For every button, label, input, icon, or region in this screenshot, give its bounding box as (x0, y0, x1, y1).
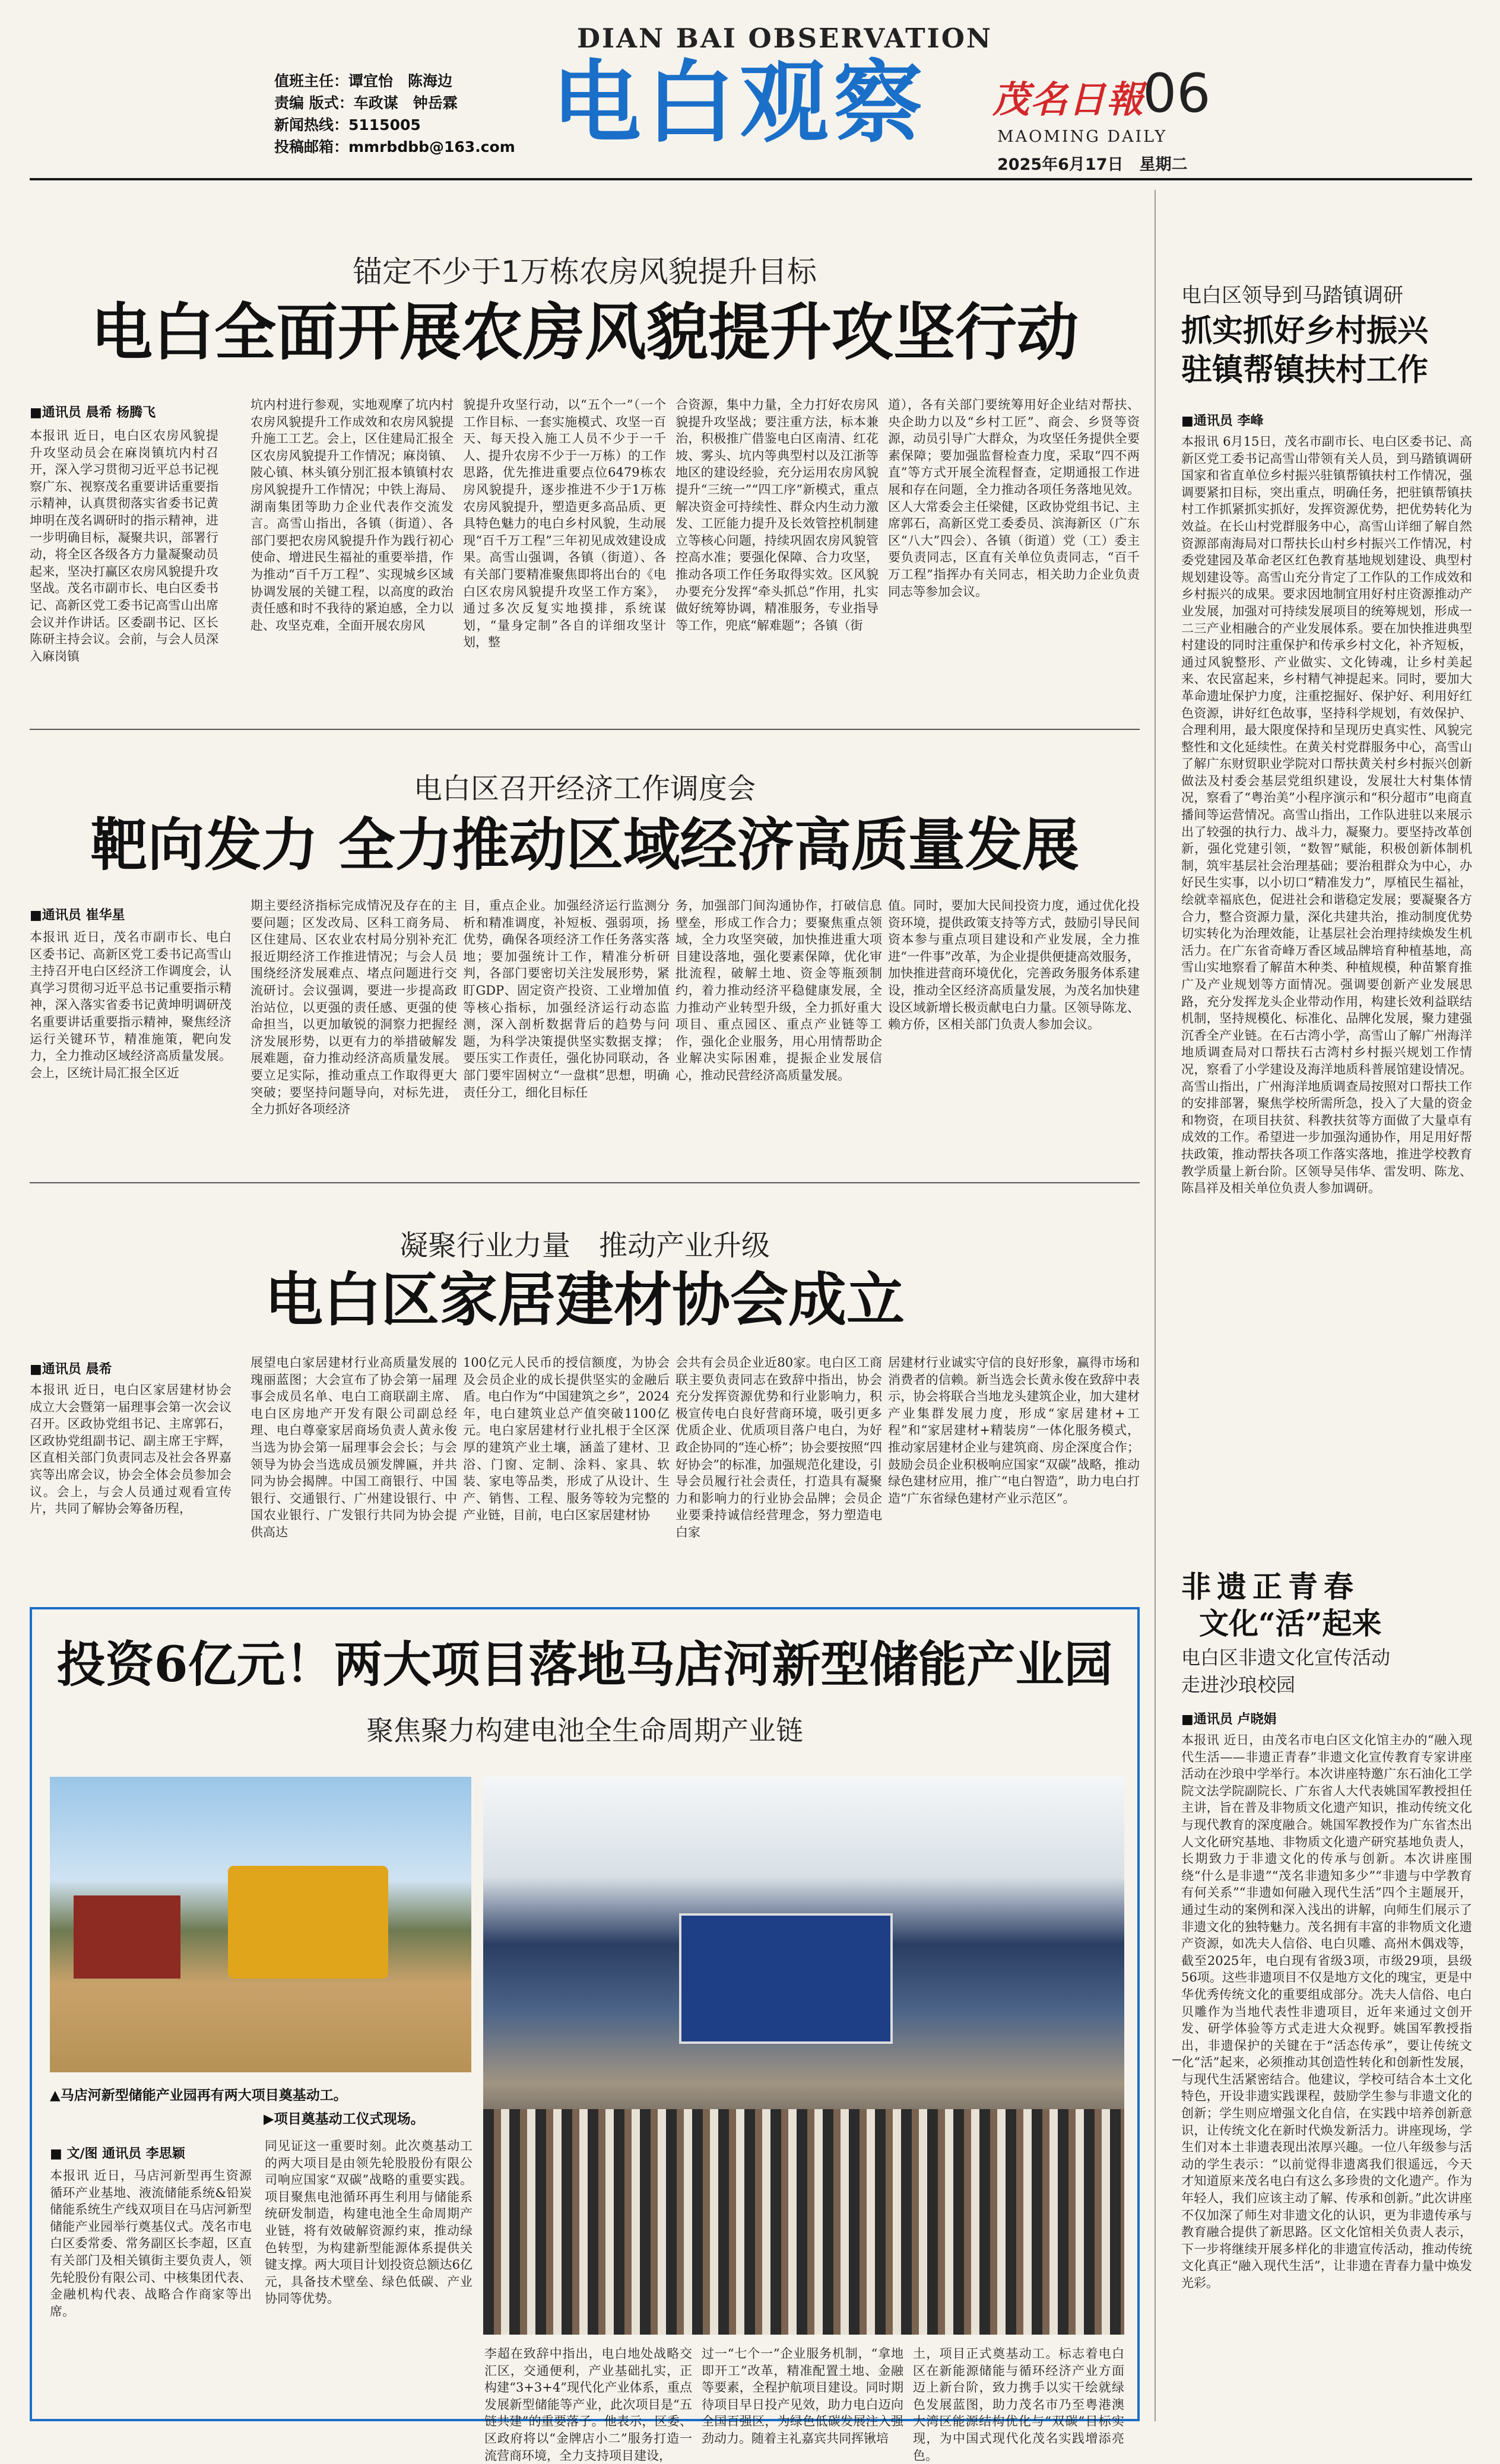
article2-col: 本报讯 近日，茂名市副市长、电白区委书记、高新区党工委书记高雪山主持召开电白区经济工作调度会，认真学习贯彻习近平总书记重要指示精神，深入落实省委书记黄坤明调研茂名重要讲话重要指示精神，聚焦经济运行关键环节，精准施策，靶向发力，全力推动区域经济高质量发展。会上，区统计局汇报全区近 (30, 930, 231, 1080)
excavator-shape (228, 1866, 388, 1979)
divider (30, 1182, 1140, 1183)
feature-byline: ■ 文/图 通讯员 李思颖 (50, 2147, 185, 2161)
article1-col: 坑内村进行参观，实地观摩了坑内村农房风貌提升工作成效和农房风貌提升施工工艺。会上，区住建局汇报全区农房风貌提升工作情况；麻岗镇、陂心镇、林头镇分别汇报本镇镇村农房风貌提升工作情况；中铁上海局、湖南集团等助力企业代表作交流发言。高雪山指出，各镇（街道）、各部门要把农房风貌提升作为践行初心使命、增进民生福祉的重要举措，作为推动“百千万工程”、实现城乡区域协调发展的关键工程，以高度的政治责任感和时不我待的紧迫感，全力以赴、攻坚克难，全面开展农房风 (250, 398, 454, 633)
article2-col: 目，重点企业。加强经济运行监测分析和精准调度，补短板、强弱项，扬优势，确保各项经济工作任务落实落地；要加强统计工作，精准分析研判，各部门要密切关注发展形势，紧盯GDP、固定资产投资、工业增加值等核心指标，加强经济运行动态监测，深入剖析数据背后的趋势与问题，为科学决策提供坚实数据支撑；要压实工作责任，强化协同联动，各部门要牢固树立“一盘棋”思想，明确责任分工，细化目标任 (463, 898, 670, 1100)
side2-headline-line: 非遗正青春 (1181, 1569, 1359, 1604)
article1-col: 本报讯 近日，电白区农房风貌提升攻坚动员会在麻岗镇坑内村召开，深入学习贯彻习近平总书记视察广东、视察茂名重要讲话重要指示精神，认真贯彻落实省委书记黄坤明在茂名调研时的指示精神，进一步明确目标，凝聚共识，部署行动，将全区各级各方力量凝聚动员起来，坚决打赢区农房风貌提升攻坚战。茂名市副市长、电白区委书记、高新区党工委书记高雪山出席会议并作讲话。区委副书记、区长陈研主持会议。会前，与会人员深入麻岗镇 (30, 428, 218, 663)
article3-col: 居建材行业诚实守信的良好形象，赢得市场和消费者的信赖。新当选会长黄永俊在致辞中表示，协会将联合当地龙头建筑企业，加大建材产业集群发展力度，形成“家居建材+工程”和“家居建材+精装房”一体化服务模式，推动家居建材企业与建筑商、房企深度合作；鼓励会员企业积极响应国家“双碳”战略，推动绿色建材应用，推广“电白智造”，助力电白打造“广东省绿色建材产业示范区”。 (888, 1355, 1140, 1506)
side2-headline (1181, 1564, 1472, 1642)
photo-caption-1: ▲马店河新型储能产业园再有两大项目奠基动工。 (50, 2088, 347, 2103)
article1-col: 道），各有关部门要统筹用好企业结对帮扶、央企助力以及“乡村工匠”、商会、乡贤等资源，动员引导广大群众，为攻坚任务提供全要素保障；要加强监督检查力度，采取“四不两直”等方式开展全流程督查，定期通报工作进展和存在问题，全力推动各项任务落地见效。区人大常委会主任梁健，区政协党组书记、主席郭石，高新区党工委委员、滨海新区（广东区“八大”四会）、各镇（街道）党（工）委主要负责同志，区直有关单位负责同志，“百千万工程”指挥办有关同志，相关助力企业负责同志等参加会议。 (888, 398, 1140, 599)
divider (30, 729, 1140, 730)
side2-subtitle-line: 电白区非遗文化宣传活动 (1181, 1646, 1391, 1669)
side2-body: 本报讯 近日，由茂名市电白区文化馆主办的“融入现代生活——非遗正青春”非遗文化宣传教育专家讲座活动在沙琅中学举行。本次讲座特邀广东石油化工学院文法学院副院长、广东省人大代表姚国军教授担任主讲，旨在普及非物质文化遗产知识，推动传统文化与现代教育的深度融合。姚国军教授作为广东省杰出人文化研究基地、非物质文化遗产研究基地负责人，长期致力于非遗文化的传承与创新。本次讲座围绕“什么是非遗”“茂名非遗知多少”“非遗与中学教育有何关系”“非遗如何融入现代生活”四个主题展开，通过生动的案例和深入浅出的讲解，向师生们展示了非遗文化的独特魅力。茂名拥有丰富的非物质文化遗产资源，如冼夫人信俗、电白贝雕、高州木偶戏等，截至2025年，电白现有省级3项，市级29项，县级56项。这些非遗项目不仅是地方文化的瑰宝，更是中华优秀传统文化的重要组成部分。冼夫人信俗、电白贝雕作为当地代表性非遗项目，近年来通过文创开发、研学体验等方式走进大众视野。姚国军教授指出，非遗保护的关键在于“活态传承”，要让传统文化“活”起来，必须推动其创造性转化和创新性发展，与现代生活紧密结合。他建议，学校可结合本土文化特色，开设非遗实践课程，鼓励学生参与非遗文化的创新；学生则应增强文化自信，在实践中培养创新意识，让传统文化在新时代焕发新活力。讲座现场，学生们对本土非遗表现出浓厚兴趣。一位八年级参与活动的学生表示：“以前觉得非遗离我们很遥远，今天才知道原来茂名电白有这么多珍贵的文化遗产。作为年轻人，我们应该主动了解、传承和创新。”此次讲座不仅加深了师生对非遗文化的认识，更为非遗传承与教育融合提供了新思路。区文化馆相关负责人表示，下一步将继续开展多样化的非遗宣传活动，推动传统文化真正“融入现代生活”，让非遗在青春力量中焕发光彩。 (1181, 1732, 1472, 2421)
page-number: 06 (1143, 62, 1211, 125)
section-title-en: DIAN BAI OBSERVATION (577, 23, 993, 54)
article3-col: 100亿元人民币的授信额度，为协会及会员企业的成长提供坚实的金融后盾。电白作为“中国建筑之乡”，2024年，电白建筑业总产值突破1100亿元。电白家居建材行业扎根于全区深厚的建筑产业土壤，涵盖了建材、卫浴、门窗、定制、涂料、家具、软装、家电等品类，形成了从设计、生产、销售、工程、服务等较为完整的产业链，目前，电白区家居建材协 (463, 1355, 670, 1523)
side2-byline: ■通讯员 卢晓娟 (1181, 1709, 1472, 1728)
audience-crowd (483, 2109, 1124, 2335)
newspaper-name-en: MAOMING DAILY (997, 128, 1168, 146)
article1-col: 貌提升攻坚行动，以“五个一”（一个工作目标、一套实施模式、攻坚一百天、每天投入施工人员不少于一千人、提升农房不少于一万栋）的工作思路，优先推进重要点位6479栋农房风貌提升，逐步推进不少于1万栋农房风貌提升，塑造更多高品质、更具特色魅力的电白乡村风貌，生动展现“百千万工程”三年初见成效建设成果。高雪山强调，各镇（街道）、各有关部门要精准聚焦即将出台的《电白区农房风貌提升攻坚工作方案》，通过多次反复实地摸排，系统谋划，“量身定制”各自的详细攻坚计划，整 (463, 398, 666, 650)
feature-subtitle: 聚焦聚力构建电池全生命周期产业链 (366, 1714, 803, 1747)
staff-line: 责编 版式：车政谋 钟岳霖 (274, 94, 458, 112)
article2-headline: 靶向发力 全力推动区域经济高质量发展 (90, 811, 1079, 878)
side1-headline (1181, 312, 1472, 390)
staff-line: 投稿邮箱：mmrbdbb@163.com (274, 138, 515, 155)
newspaper-logo: 茂名日報 (992, 78, 1145, 121)
article2-col: 期主要经济指标完成情况及存在的主要问题；区发改局、区科工商务局、区住建局、区农业农村局分别补充汇报近期经济工作推进情况；与会人员围绕经济发展难点、堵点问题进行交流研讨。会议强调，要进一步提高政治站位，以更强的责任感、更强的使命担当，以更加敏锐的洞察力把握经济发展形势，以更有力的举措破解发展难题，奋力推动经济高质量发展。要立足实际，推动重点工作取得更大突破；要坚持问题导向，对标先进，全力抓好各项经济 (250, 898, 457, 1117)
article1-kicker: 锚定不少于1万栋农房风貌提升目标 (353, 255, 817, 289)
construction-site-photo (50, 1777, 471, 2072)
side1-kicker: 电白区领导到马踏镇调研 (1181, 284, 1403, 307)
feature-col: 土，项目正式奠基动工。标志着电白区在新能源储能与循环经济产业方面迈上新台阶，致力携手以实干绘就绿色发展蓝图，助力茂名市乃至粤港澳大湾区能源结构优化与“双碳”目标实现，为中国式现代化茂名实践增添亮色。 (913, 2346, 1124, 2463)
article1-headline: 电白全面开展农房风貌提升攻坚行动 (90, 296, 1079, 369)
masthead-rule (30, 178, 1472, 180)
article2-kicker: 电白区召开经济工作调度会 (413, 772, 756, 805)
feature-col: 李超在致辞中指出，电白地处战略交汇区，交通便利，产业基础扎实，正构建“3+3+4”现代化产业体系，重点发展新型储能等产业，此次项目是“五链共建”的重要落子。他表示，区委、区政府将以“金牌店小二”服务打造一流营商环境，全力支持项目建设， (484, 2346, 692, 2463)
staff-line: 值班主任：谭宜怡 陈海边 (274, 72, 453, 90)
article3-kicker: 凝聚行业力量 推动产业升级 (399, 1229, 770, 1262)
issue-date: 2025年6月17日 星期二 (997, 155, 1188, 174)
feature-box (30, 1607, 1140, 2463)
side1-body: 本报讯 6月15日，茂名市副市长、电白区委书记、高新区党工委书记高雪山带领有关人员，到马踏镇调研国家和省直单位乡村振兴驻镇帮镇扶村工作情况，强调要紧扣目标，突出重点，明确任务，把驻镇帮镇扶村工作抓紧抓实抓好，发挥资源优势，把优势转化为效益。在长山村党群服务中心，高雪山详细了解自然资源部南海局对口帮扶长山村乡村振兴工作情况，村委党建园及革命老区红色教育基地规划建设、典型村规划建设等。高雪山充分肯定了工作队的工作成效和乡村振兴的成果。要求因地制宜用好村庄资源推动产业发展，加强对可持续发展项目的统筹规划，形成一二三产业相融合的产业发展体系。要在加快推进典型村建设的同时注重保护和传承乡村文化，补齐短板，通过风貌整形、产业做实、文化铸魂，让乡村美起来、农民富起来，乡村精气神提起来。同时，要加大革命遗址保护力度，注重挖掘好、保护好、利用好红色资源，讲好红色故事，坚持科学规划，有效保护、合理利用，最大限度保持和呈现历史真实性、风貌完整性和文化延续性。在黄关村党群服务中心，高雪山了解广东财贸职业学院对口帮扶黄关村乡村振兴创新做法及村委会基层党组织建设，发展壮大村集体情况，察看了“粤治美”小程序演示和“积分超市”电商直播间等运营情况。高雪山指出，工作队进驻以来展示出了较强的执行力、战斗力，凝聚力。要坚持改革创新，强化党建引领，“数智”赋能，积极创新体制机制，筑牢基层社会治理基础；要治租群众为中心，办好民生实事，以小切口“精准发力”，厚植民生福祉，绘就幸福底色，促进社会和谐稳定发展；要凝聚各方合力，整合资源力量，深化共建共治，推动制度优势切实转化为治理效能，让基层社会治理持续焕发生机活力。在广东省奇峰万香区域品牌培育种植基地，高雪山实地察看了解苗木种类、种植规模，种苗繁育推广及产业规划等方面情况。强调要创新产业发展思路，充分发挥龙头企业带动作用，构建长效利益联结机制，坚持规模化、标准化、品牌化发展，聚力建强沉香全产业链。在石古湾小学，高雪山了解广州海洋地质调查局对口帮扶石古湾村乡村振兴规划工作情况，察看了小学建设及海洋地质科普展馆建设情况。高雪山指出，广州海洋地质调查局按照对口帮扶工作的安排部署，聚焦学校所需所急，投入了大量的资金和物资，在项目扶贫、科教扶贫等方面做了大量卓有成效的工作。希望进一步加强沟通协作，用足用好帮扶政策，推动帮扶各项工作落实落地，推进学校教育教学质量上新台阶。区领导吴伟华、雷发明、陈龙、陈昌祥及相关单位负责人参加调研。 (1181, 434, 1472, 1196)
stage-backdrop (679, 1913, 893, 2044)
column-divider (1155, 190, 1156, 2421)
feature-col: 过一“七个一”企业服务机制，“拿地即开工”改革，精准配置土地、金融等要素，全程护航项目建设。同时期待项目早日投产见效，助力电白迈向全国百强区，为绿色低碳发展注入强劲动力。随着主礼嘉宾共同挥锹培 (702, 2346, 903, 2446)
article1-byline: ■通讯员 晨希 杨腾飞 (30, 405, 156, 420)
photo-caption-2: ▶项目奠基动工仪式现场。 (264, 2111, 424, 2127)
ceremony-photo (483, 1777, 1124, 2335)
masthead-staff (274, 70, 515, 158)
side1-headline-line: 抓实抓好乡村振兴 (1181, 313, 1429, 349)
article1-col: 合资源，集中力量，全力打好农房风貌提升攻坚战；要注重方法，标本兼治，积极推广借鉴电白区南清、红花坡、雾头、坑内等典型村以及江浙等地区的建设经验，充分运用农房风貌提升“三统一”“四工序”新模式，重点解决资金可持续性、群众内生动力激发、工匠能力提升及长效管控机制建立等核心问题，持续巩固农房风貌管控高水准；要强化保障、合力攻坚，推动各项工作任务取得实效。区风貌办要充分发挥“牵头抓总”作用，扎实做好统筹协调，精准服务，专业指导等工作，兜底“解难题”；各镇（街 (676, 398, 879, 633)
article3-col: 展望电白家居建材行业高质量发展的瑰丽蓝图；大会宣布了协会第一届理事会成员名单、电白工商联副主席、电白区房地产开发有限公司副总经理、电白尊豪家居商场负责人黄永俊当选为协会第一届理事会会长；与会领导为协会当选成员颁发牌匾，并共同为协会揭牌。中国工商银行、中国银行、交通银行、广州建设银行、中国农业银行、广发银行共同为协会提供高达 (250, 1355, 457, 1539)
article2-col: 值。同时，要加大民间投资力度，通过优化投资环境，提供政策支持等方式，鼓励引导民间资本参与重点项目建设和产业发展，全力推进“一件事”改革，为企业提供便捷高效服务，加快推进营商环境优化，完善政务服务体系建设，推动全区经济高质量发展，为茂名加快建设区域新增长极贡献电白力量。区领导陈龙、赖方侨，区相关部门负责人参加会议。 (888, 898, 1140, 1032)
feature-headline: 投资6亿元！两大项目落地马店河新型储能产业园 (56, 1636, 1113, 1693)
article2-col: 务，加强部门间沟通协作，打破信息壁垒，形成工作合力；要聚焦重点领域，全力攻坚突破，加快推进重大项目建设落地，强化要素保障，优化审批流程，破解土地、资金等瓶颈制约，着力推动经济平稳健康发展，全力推动产业转型升级，全力抓好重大项目、重点园区、重点产业链等工作，强化企业服务，用心用情帮助企业解决实际困难，提振企业发展信心，推动民营经济高质量发展。 (676, 898, 882, 1082)
side1-headline-line: 驻镇帮镇扶村工作 (1181, 352, 1429, 388)
feature-col: 本报讯 近日，马店河新型再生资源循环产业基地、液流储能系统&铅炭储能系统生产线双项目在马店河新型储能产业园举行奠基仪式。茂名市电白区委常委、常务副区长李超，区直有关部门及相关镇街主要负责人，领先轮股份有限公司、中核集团代表、金融机构代表、战略合作商家等出席。 (50, 2168, 252, 2319)
article3-col: 会共有会员企业近80家。电白区工商联主要负责同志在致辞中指出，协会充分发挥资源优势和行业影响力，积极宣传电白良好营商环境，吸引更多优质企业、优质项目落户电白，为好政企协同的“连心桥”；协会要按照“四好协会”的标准，加强规范化建设，引导会员履行社会责任，打造具有凝聚力和影响力的行业协会品牌；会员企业要秉持诚信经营理念，努力塑造电白家 (676, 1355, 882, 1539)
article2-byline: ■通讯员 崔华星 (30, 908, 125, 923)
staff-line: 新闻热线：5115005 (274, 116, 421, 134)
article3-headline: 电白区家居建材协会成立 (264, 1266, 905, 1334)
article3-byline: ■通讯员 晨希 (30, 1362, 112, 1377)
article3-col: 本报讯 近日，电白区家居建材协会成立大会暨第一届理事会第一次会议召开。区政协党组书记、主席郭石，区政协党组副书记、副主席王宇辉，区直相关部门负责同志及社会各界嘉宾等出席会议，协会全体会员参加会议。会上，与会人员通过观看宣传片，共同了解协会筹备历程， (30, 1383, 231, 1516)
truck-shape (74, 1895, 180, 1979)
side2-subtitle (1181, 1644, 1472, 1698)
side2-headline-line: 文化“活”起来 (1199, 1606, 1382, 1641)
side1-byline: ■通讯员 李峰 (1181, 414, 1264, 428)
feature-col: 同见证这一重要时刻。此次奠基动工的两大项目是由领先轮股股份有限公司响应国家“双碳”战略的重要实践。项目聚焦电池循环再生利用与储能系统研发制造，构建电池全生命周期产业链，将有效破解资源约束，推动绿色转型，为构建新型能源体系提供关键支撑。两大项目计划投资总额达6亿元，具备技术壁垒、绿色低碳、产业协同等优势。 (265, 2139, 472, 2306)
section-title: 电白观察 (552, 50, 928, 155)
side2-subtitle-line: 走进沙琅校园 (1181, 1674, 1296, 1696)
